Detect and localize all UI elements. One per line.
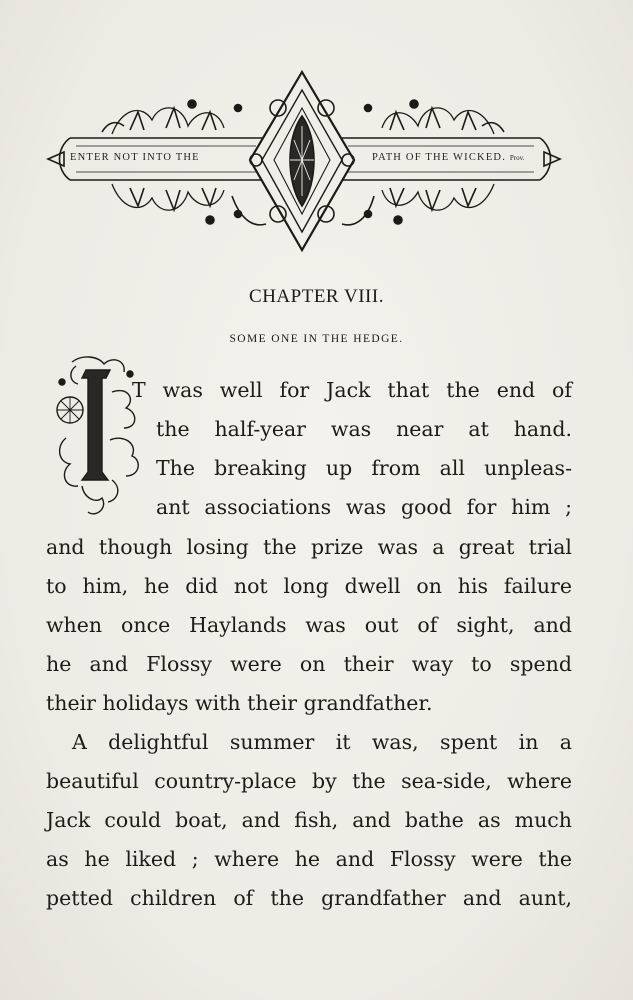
motto-reference: Prov.: [509, 154, 525, 162]
text-line: beautiful country-place by the sea-side, where: [46, 769, 572, 793]
text-line: to him, he did not long dwell on his failure: [46, 574, 572, 598]
text-line: petted children of the grandfather and aunt,: [46, 886, 572, 910]
text-line: their holidays with their grandfather.: [46, 691, 433, 715]
text-line: the half-year was near at hand.: [156, 417, 572, 441]
text-line: and though losing the prize was a great trial: [46, 535, 572, 559]
text-line: he and Flossy were on their way to spend: [46, 652, 572, 676]
text-line: as he liked ; where he and Flossy were the: [46, 847, 572, 871]
chapter-title: CHAPTER VIII.: [249, 286, 384, 307]
text-line: T was well for Jack that the end of: [132, 378, 572, 402]
text-line: Jack could boat, and fish, and bathe as much: [46, 808, 572, 832]
text-line: when once Haylands was out of sight, and: [46, 613, 572, 637]
headpiece-motto-left: ENTER NOT INTO THE: [70, 152, 200, 163]
motto-right-text: PATH OF THE WICKED.: [372, 152, 507, 163]
headpiece-motto-right: [372, 152, 552, 163]
text-line: The breaking up from all unpleas-: [156, 456, 572, 480]
text-line: ant associations was good for him ;: [156, 495, 572, 519]
ornamental-headpiece: [42, 68, 566, 254]
text-line: A delightful summer it was, spent in a: [72, 730, 572, 754]
chapter-subtitle: SOME ONE IN THE HEDGE.: [229, 333, 404, 345]
